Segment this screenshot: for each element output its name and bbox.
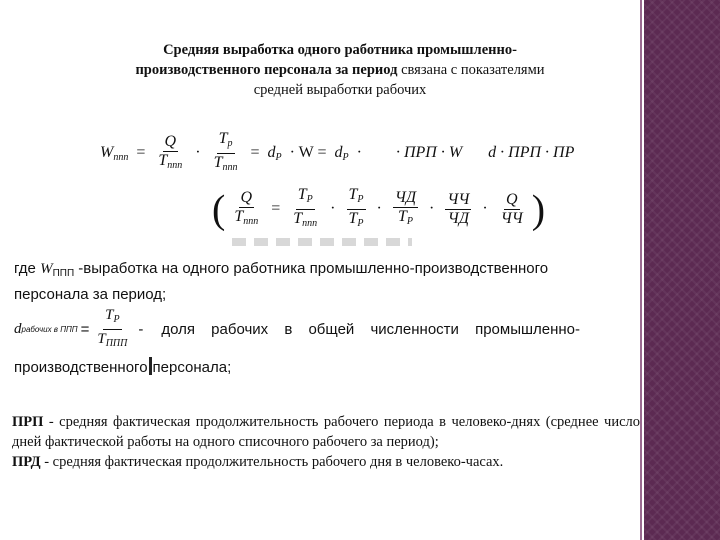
title-line1: Средняя выработка одного работника промышленно- <box>163 42 517 58</box>
fraction-tp-over-t: $\frac{T_p}{T_{ппп}}$ <box>213 130 238 173</box>
paragraph-prp: ПРП - средняя фактическая продолжительность рабочего периода в человеко-днях (среднее число дней фактической работы на одного списочного рабочего за период); <box>12 414 640 450</box>
formula-artifact <box>232 238 412 246</box>
body-text <box>12 412 640 472</box>
text-cursor <box>149 357 152 375</box>
formula-decomposition: ( $\frac{Q}{T_{ппп}}$ = $\frac{T_P}{T_{ппп}}$ · $\frac{T_P}{T_P}$ · $\frac{ЧД}{T_P}$ · $\frac{ЧЧ}{ЧД}$ · $\frac{Q}{ЧЧ}$ ) <box>212 186 546 232</box>
definition-w: где $W_{ППП}$ -выработка на одного работника промышленно-производственного персонала за период; <box>14 260 549 303</box>
rail-divider <box>640 0 642 540</box>
paragraph-prd: ПРД - средняя фактическая продолжительность рабочего дня в человеко-часах. <box>12 454 504 470</box>
slide-title <box>60 40 620 100</box>
title-line3: средней выработки рабочих <box>253 82 427 98</box>
decorative-side-rail <box>644 0 720 540</box>
formula-main: $W_{ппп}$ = $\frac{Q}{T_{ппп}}$ · $\frac{T_p}{T_{ппп}}$ = $d_P \cdot W = d_P$ · · ПРП · W d · ПРП · ПР <box>100 130 574 177</box>
title-line2-rest: связана с показателями <box>397 62 545 78</box>
fraction-q-over-t: $\frac{Q}{T_{ппп}}$ <box>158 132 183 171</box>
definition-d: d рабочих в ППП = $\frac{T_P}{T_{ППП}}$ - доля рабочих в общей численности промышленно- производственного персонала; <box>14 307 581 376</box>
title-line2-bold: производственного персонала за период <box>135 62 398 78</box>
